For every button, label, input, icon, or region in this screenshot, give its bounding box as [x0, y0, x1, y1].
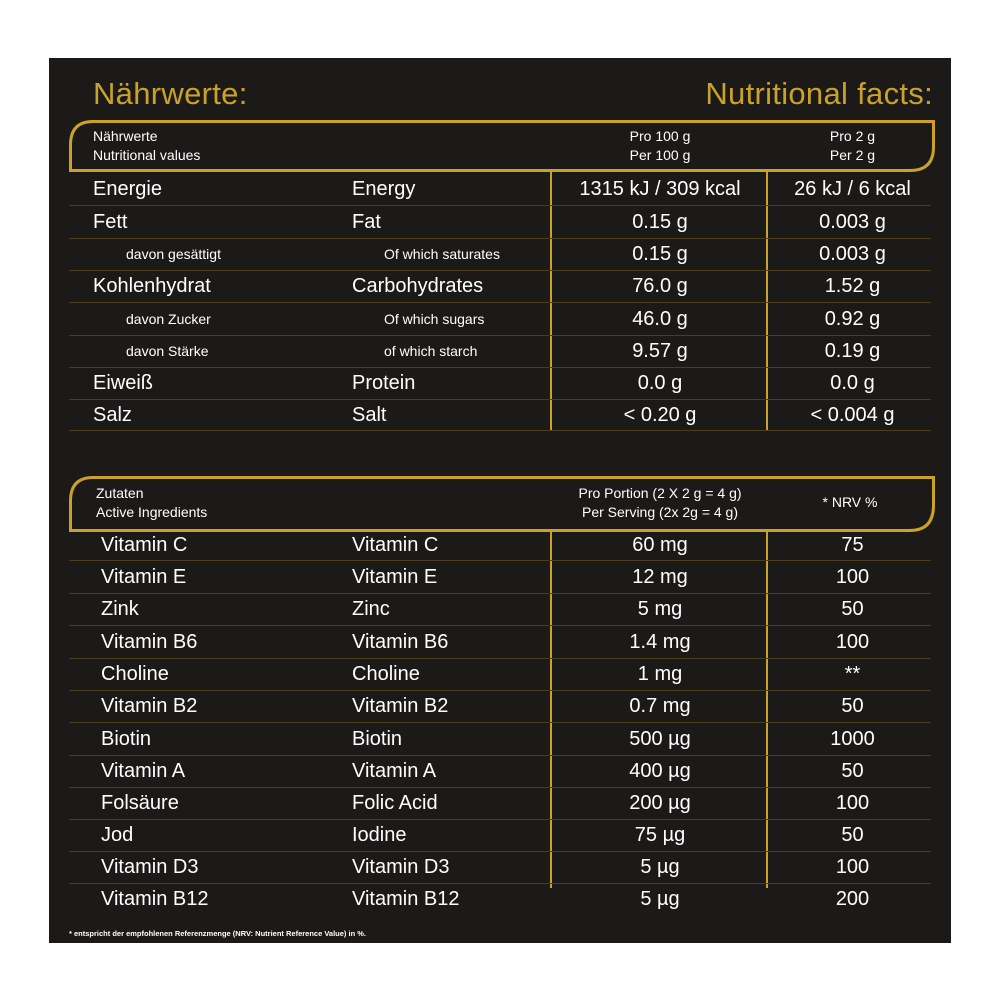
ingredient-name-de: Choline — [101, 663, 169, 685]
nutrition-label-panel — [49, 58, 951, 943]
ingredient-name-en: Iodine — [352, 824, 407, 846]
footnote: * entspricht der empfohlenen Referenzmenge (NRV: Nutrient Reference Value) in %. — [69, 929, 367, 938]
nrv-percent: 75 — [841, 534, 864, 556]
serving-amount: 0.7 mg — [629, 695, 691, 717]
nutrient-name-de: Eiweiß — [93, 372, 154, 394]
ingredient-row — [49, 755, 951, 787]
nutrition-row-carbohydrates — [49, 270, 951, 302]
nutrient-name-en: of which starch — [384, 343, 478, 359]
ingredient-row — [49, 883, 951, 915]
ingredient-name-de: Vitamin A — [101, 760, 186, 782]
nrv-percent: 100 — [835, 792, 870, 814]
nutrient-name-en: Of which saturates — [384, 246, 500, 262]
serving-amount: 12 mg — [632, 566, 688, 588]
nutrient-name-en: Carbohydrates — [352, 275, 484, 297]
per-2g-value: 0.19 g — [824, 340, 881, 362]
nutrition-header-col2-en: Per 2 g — [829, 147, 876, 163]
ingredient-row — [49, 819, 951, 851]
serving-amount: 5 µg — [640, 856, 680, 878]
row-separator — [69, 430, 931, 431]
ingredient-name-en: Vitamin C — [352, 534, 439, 556]
nutrient-name-de: Energie — [93, 178, 162, 200]
per-2g-value: 0.92 g — [824, 308, 881, 330]
per-2g-value: < 0.004 g — [810, 404, 895, 426]
nrv-percent: 50 — [841, 760, 864, 782]
nutrient-name-de: davon Stärke — [126, 343, 209, 359]
ingredient-row — [49, 626, 951, 658]
nrv-percent: ** — [844, 663, 861, 685]
ingredient-name-de: Jod — [101, 824, 134, 846]
per-2g-value: 26 kJ / 6 kcal — [794, 178, 911, 200]
nrv-percent: 50 — [841, 824, 864, 846]
nutrition-row-fat — [49, 206, 951, 238]
serving-amount: 75 µg — [634, 824, 686, 846]
nutrition-row-sugars — [49, 303, 951, 335]
serving-amount: 1.4 mg — [629, 631, 691, 653]
serving-amount: 400 µg — [629, 760, 691, 782]
per-100g-value: 76.0 g — [632, 275, 688, 297]
ingredient-name-en: Vitamin B2 — [352, 695, 449, 717]
nutrition-row-saturates — [49, 238, 951, 270]
serving-amount: 200 µg — [629, 792, 691, 814]
ingredients-header-label-de: Zutaten — [96, 485, 144, 501]
serving-amount: 500 µg — [629, 728, 691, 750]
ingredient-name-de: Vitamin C — [101, 534, 188, 556]
per-100g-value: < 0.20 g — [623, 404, 697, 426]
nrv-percent: 50 — [841, 695, 864, 717]
per-100g-value: 1315 kJ / 309 kcal — [579, 178, 741, 200]
nrv-percent: 100 — [835, 566, 870, 588]
nutrition-row-salt — [49, 399, 951, 431]
ingredient-name-en: Choline — [352, 663, 420, 685]
ingredient-row — [49, 787, 951, 819]
ingredient-name-en: Vitamin B12 — [352, 888, 460, 910]
serving-amount: 5 mg — [637, 598, 683, 620]
per-2g-value: 0.003 g — [819, 211, 886, 233]
nutrition-header-col1-en: Per 100 g — [629, 147, 691, 163]
nutrient-name-de: davon gesättigt — [126, 246, 221, 262]
ingredient-name-en: Vitamin E — [352, 566, 438, 588]
ingredient-name-de: Zink — [101, 598, 139, 620]
nutrition-header-label-de: Nährwerte — [93, 128, 158, 144]
nutrition-row-starch — [49, 335, 951, 367]
serving-amount: 60 mg — [632, 534, 688, 556]
ingredient-name-en: Folic Acid — [352, 792, 438, 814]
ingredient-name-en: Zinc — [352, 598, 390, 620]
serving-amount: 1 mg — [637, 663, 683, 685]
per-2g-value: 0.0 g — [830, 372, 875, 394]
ingredient-row — [49, 690, 951, 722]
nutrient-name-de: davon Zucker — [126, 311, 211, 327]
per-100g-value: 46.0 g — [632, 308, 688, 330]
ingredient-row — [49, 851, 951, 883]
nutrient-name-en: Protein — [352, 372, 416, 394]
per-2g-value: 0.003 g — [819, 243, 886, 265]
serving-amount: 5 µg — [640, 888, 680, 910]
nrv-percent: 100 — [835, 631, 870, 653]
ingredient-row — [49, 658, 951, 690]
nutrient-name-de: Salz — [93, 404, 132, 426]
ingredients-header-col1-de: Pro Portion (2 X 2 g = 4 g) — [578, 485, 742, 501]
per-100g-value: 0.15 g — [632, 211, 688, 233]
title-german: Nährwerte: — [93, 76, 248, 111]
ingredient-row — [49, 529, 951, 561]
nutrition-header-col1-de: Pro 100 g — [629, 128, 691, 144]
per-100g-value: 9.57 g — [632, 340, 688, 362]
ingredient-name-en: Vitamin A — [352, 760, 437, 782]
ingredient-name-de: Vitamin B12 — [101, 888, 209, 910]
nrv-percent: 50 — [841, 598, 864, 620]
ingredients-table-header — [69, 476, 935, 528]
ingredient-row — [49, 723, 951, 755]
nutrition-row-protein — [49, 367, 951, 399]
nrv-percent: 200 — [835, 888, 870, 910]
nutrition-row-energy — [49, 173, 951, 205]
nutrient-name-en: Of which sugars — [384, 311, 485, 327]
ingredient-row — [49, 593, 951, 625]
ingredients-header-nrv: * NRV % — [822, 494, 878, 510]
ingredient-name-de: Vitamin B6 — [101, 631, 198, 653]
ingredient-name-de: Folsäure — [101, 792, 179, 814]
ingredient-name-en: Vitamin D3 — [352, 856, 450, 878]
per-2g-value: 1.52 g — [824, 275, 881, 297]
nutrient-name-en: Salt — [352, 404, 387, 426]
ingredient-name-de: Biotin — [101, 728, 152, 750]
nutrient-name-de: Kohlenhydrat — [93, 275, 211, 297]
ingredients-header-label-en: Active Ingredients — [96, 504, 208, 520]
nrv-percent: 1000 — [830, 728, 875, 750]
nutrition-table-header — [69, 120, 935, 172]
ingredient-name-de: Vitamin B2 — [101, 695, 198, 717]
ingredient-row — [49, 561, 951, 593]
per-100g-value: 0.15 g — [632, 243, 688, 265]
ingredient-name-de: Vitamin D3 — [101, 856, 199, 878]
ingredient-name-en: Biotin — [352, 728, 403, 750]
nutrition-header-col2-de: Pro 2 g — [829, 128, 876, 144]
nrv-percent: 100 — [835, 856, 870, 878]
nutrient-name-de: Fett — [93, 211, 128, 233]
ingredients-header-col1-en: Per Serving (2x 2g = 4 g) — [581, 504, 739, 520]
title-english: Nutritional facts: — [705, 76, 933, 111]
nutrition-header-label-en: Nutritional values — [93, 147, 201, 163]
nutrient-name-en: Energy — [352, 178, 416, 200]
ingredient-name-de: Vitamin E — [101, 566, 187, 588]
nutrient-name-en: Fat — [352, 211, 381, 233]
per-100g-value: 0.0 g — [637, 372, 683, 394]
ingredient-name-en: Vitamin B6 — [352, 631, 449, 653]
